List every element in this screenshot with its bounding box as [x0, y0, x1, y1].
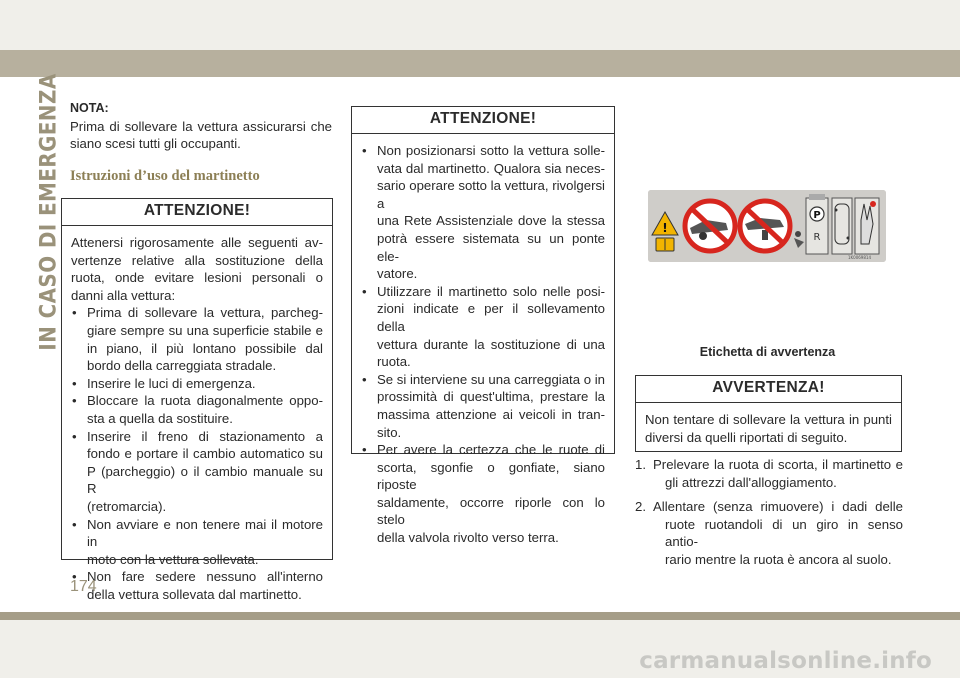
bullet-line: • Inserire il freno di stazionamento a [87, 428, 323, 444]
step-number: 1. [635, 457, 646, 472]
warning-bullet [71, 516, 323, 569]
bullet-line: • Inserire le luci di emergenza. [87, 375, 256, 391]
warning-bullet [361, 283, 605, 371]
advisory-line: Non tentare di sollevare la vettura in punti [645, 412, 892, 427]
bullet-line: prossimità di quest'ultima, prestare la [377, 389, 605, 405]
bullet-line: • Non fare sedere nessuno all'interno [87, 569, 323, 585]
bullet-line: • Bloccare la ruota diagonalmente oppo- [87, 393, 323, 409]
warning-label-illustration [648, 190, 886, 262]
bullet-line: giare sempre su una superficie stabile e [87, 322, 323, 338]
bullet-line: • Utilizzare il martinetto solo nelle posi- [377, 283, 605, 299]
bullet-line: scorta, sgonfie o gonfiate, siano riposte [377, 459, 605, 493]
warning-box-attenzione [351, 106, 615, 546]
step-line: Allentare (senza rimuovere) i dadi delle [653, 499, 903, 515]
warning-intro-line: danni alla vettura: [71, 287, 176, 303]
bullet-line: vata dal martinetto. Qualora sia neces- [377, 160, 605, 176]
step-number: 2. [635, 499, 646, 515]
bullet-line: P (parcheggio) o il cambio manuale su R [87, 463, 323, 497]
procedure-step [635, 498, 903, 568]
parking-gear-panel [806, 194, 828, 254]
bullet-line: ruota. [377, 354, 411, 370]
hand-lift-icon [855, 198, 879, 254]
warning-bullet [71, 304, 323, 374]
warning-bullet [361, 441, 605, 547]
svg-text:!: ! [662, 221, 668, 235]
warning-title: ATTENZIONE! [143, 202, 251, 219]
step-line: gli attrezzi dall'alloggiamento. [665, 474, 837, 490]
nota-block [70, 100, 332, 153]
bullet-line: sta a quella da sostituire. [87, 410, 233, 426]
bullet-line: sito. [377, 424, 402, 440]
bullet-line: • Prima di sollevare la vettura, parcheg- [87, 305, 323, 321]
bullet-line: sario operare sotto la vettura, rivolgersi a [377, 178, 605, 211]
bullet-line: zioni indicate e per il sollevamento della [377, 301, 605, 334]
warning-intro-line: ruota, onde evitare lesioni personali o [71, 270, 323, 286]
bullet-line: potrà essere sistemata su un ponte ele- [377, 230, 605, 264]
bullet-line: in piano, il più lontano possibile dal [87, 340, 323, 356]
warning-bullet [71, 392, 323, 427]
section-title: Istruzioni d’uso del martinetto [70, 168, 260, 184]
warning-bullet [71, 568, 323, 603]
watermark: carmanualsonline.info [639, 648, 932, 674]
nota-line: Prima di sollevare la vettura assicurarsi che [70, 118, 332, 134]
chapter-side-label: IN CASO DI EMERGENZA [36, 73, 62, 351]
no-jack-under-car-icon [740, 201, 790, 251]
warning-intro-line: vertenze relative alla sostituzione della [71, 252, 323, 268]
bullet-line: vatore. [377, 266, 418, 282]
footer-band [0, 612, 960, 620]
bullet-line: della valvola rivolto verso terra. [377, 530, 559, 546]
warning-bullet [361, 142, 605, 283]
bullet-line: • Non avviare e non tenere mai il motore in [87, 516, 323, 550]
bullet-line: • Non posizionarsi sotto la vettura solle- [377, 143, 605, 158]
svg-text:R: R [813, 232, 821, 243]
warning-bullet [361, 371, 605, 441]
bullet-line: • Se si interviene su una carreggiata o in [377, 371, 605, 387]
bullet-line: (retromarcia). [87, 498, 167, 514]
warning-intro-line: Attenersi rigorosamente alle seguenti av- [71, 235, 323, 250]
bullet-line: fondo e portare il cambio automatico su [87, 446, 323, 462]
no-person-under-car-icon [685, 201, 735, 251]
step-line: ruote ruotandoli di un giro in senso antio- [665, 516, 903, 550]
bullet-line: saldamente, occorre riporle con lo stelo [377, 494, 605, 528]
page-number: 174 [70, 578, 97, 595]
nota-line: siano scesi tutti gli occupanti. [70, 136, 241, 152]
header-band [0, 50, 960, 77]
figure-caption: Etichetta di avvertenza [699, 345, 836, 359]
parking-symbol: P [813, 210, 821, 221]
advisory-line: diversi da quelli riportati di seguito. [645, 429, 848, 445]
warning-title: ATTENZIONE! [429, 110, 537, 127]
warning-bullet [71, 375, 323, 393]
warning-label-image [648, 190, 886, 262]
manual-book-icon [656, 238, 674, 251]
bullet-line: vettura durante la sostituzione di una [377, 336, 605, 352]
bullet-line: massima attenzione ai veicoli in tran- [377, 406, 605, 422]
bullet-line: bordo della carreggiata stradale. [87, 358, 277, 374]
procedure-steps [635, 456, 903, 576]
warning-bullet [71, 428, 323, 516]
bullet-line: una Rete Assistenziale dove la stessa [377, 213, 605, 229]
procedure-step [635, 456, 903, 491]
jack-position-diagram [832, 198, 852, 254]
advisory-box [635, 375, 902, 452]
step-line: rario mentre la ruota è ancora al suolo. [665, 551, 892, 567]
advisory-title: AVVERTENZA! [712, 379, 825, 396]
nota-label: NOTA: [70, 101, 109, 115]
bullet-line: • Per avere la certezza che le ruote di [377, 442, 605, 458]
bullet-line: moto con la vettura sollevata. [87, 551, 259, 567]
step-line: Prelevare la ruota di scorta, il martinetto e [653, 457, 903, 472]
label-code: 1K0069814 [848, 255, 871, 260]
bullet-line: della vettura sollevata dal martinetto. [87, 586, 302, 602]
